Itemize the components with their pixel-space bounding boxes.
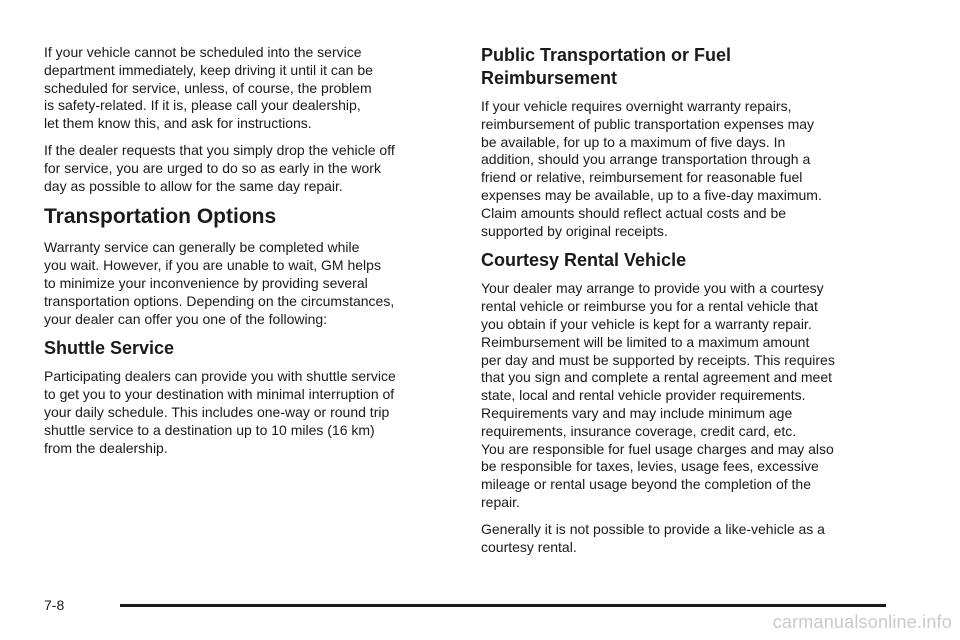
drop-off-paragraph: If the dealer requests that you simply drop the vehicle off for service, you are urged to do so as early in the work day as possible to allow for the same day repair. (44, 141, 395, 194)
like-vehicle-note: Generally it is not possible to provide a like-vehicle as a courtesy rental. (481, 520, 825, 555)
transportation-options-paragraph: Warranty service can generally be completed while you wait. However, if you are unable to wait, GM helps to minimize your inconvenience by providing several transportation options. Depending on the circumstances, your dealer can offer you one of the following: (44, 239, 395, 327)
transportation-options-heading: Transportation Options (44, 205, 277, 229)
shuttle-service-heading: Shuttle Service (44, 338, 175, 359)
public-transportation-heading: Public Transportation or Fuel Reimbursement (481, 45, 732, 88)
public-transportation-paragraph: If your vehicle requires overnight warranty repairs, reimbursement of public transportation expenses may be available, for up to a maximum of five days. In addition, should you arrange transportation through a friend or relative, reimbursement for reasonable fuel expenses may be available, up to a five-day maximum. Claim amounts should reflect actual costs and be supported by original receipts. (481, 98, 822, 239)
page-footer (44, 596, 886, 620)
watermark: carmanualsonline.info (772, 612, 952, 632)
shuttle-service-paragraph: Participating dealers can provide you with shuttle service to get you to your destination with minimal interruption of your daily schedule. This includes one-way or round trip shuttle service to a destination up to 10 miles (16 km) from the dealership. (44, 368, 396, 456)
right-column (481, 44, 901, 565)
courtesy-rental-paragraph: Your dealer may arrange to provide you with a courtesy rental vehicle or reimburse you for a rental vehicle that you obtain if your vehicle is kept for a warranty repair. Reimbursement will be limited to a maximum amount per day and must be supported by receipts. This requires that you sign and complete a rental agreement and meet state, local and rental vehicle provider requirements. Requirements vary and may include minimum age requirements, insurance coverage, credit card, etc. You are responsible for fuel usage charges and may also be responsible for taxes, levies, usage fees, excessive mileage or rental usage beyond the completion of the repair. (481, 280, 835, 510)
page-number: 7-8 (44, 597, 65, 613)
left-column (44, 44, 454, 466)
footer-rule (120, 604, 886, 607)
courtesy-rental-heading: Courtesy Rental Vehicle (481, 250, 687, 271)
service-scheduling-paragraph: If your vehicle cannot be scheduled into the service department immediately, keep driving it until it can be scheduled for service, unless, of course, the problem is safety-related. If it is, please call your dealership, let them know this, and ask for instructions. (44, 44, 373, 132)
